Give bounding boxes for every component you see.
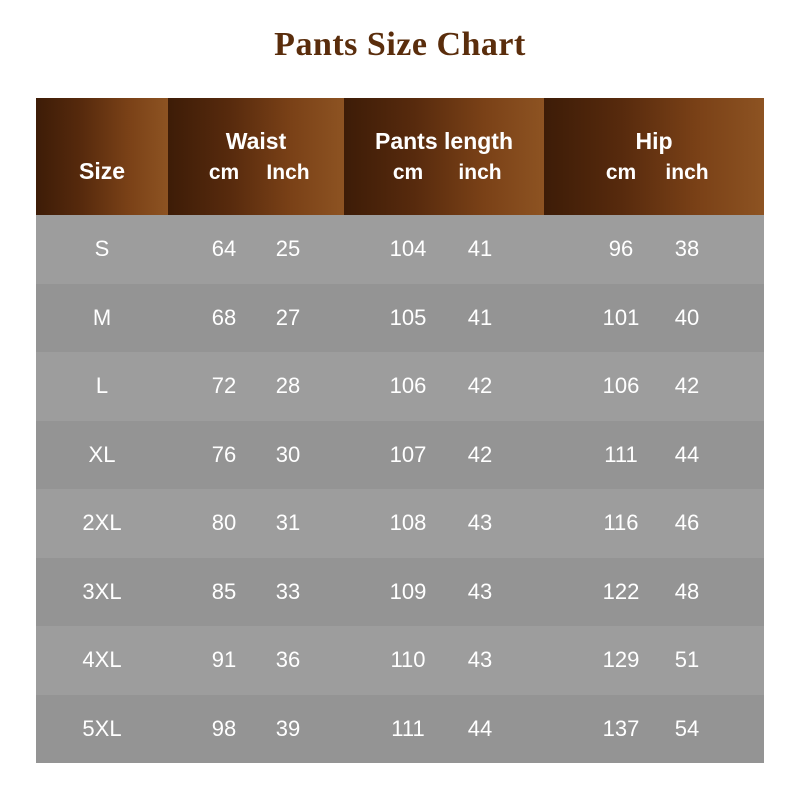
cell-waist: [168, 489, 344, 558]
cell-hip-inch: 51: [674, 647, 700, 673]
cell-waist: [168, 626, 344, 695]
header-units-hip: [544, 161, 764, 185]
cell-length-cm: 111: [391, 715, 425, 741]
cell-waist-inch: 30: [275, 441, 301, 467]
header-cell-size: Size: [36, 98, 168, 215]
cell-waist: [168, 284, 344, 353]
header-label-pants-length: Pants length: [374, 128, 513, 154]
table-row: [36, 215, 764, 284]
cell-length-cm: 107: [389, 441, 427, 467]
cell-hip: [544, 695, 764, 764]
cell-hip-pair: [544, 236, 764, 262]
cell-pants-length: [344, 489, 544, 558]
cell-waist-cm: 68: [211, 304, 237, 330]
cell-waist-pair: [168, 236, 344, 262]
cell-hip-pair: [544, 442, 764, 468]
cell-waist: [168, 421, 344, 490]
header-label-hip: Hip: [635, 128, 673, 154]
cell-length-inch: 43: [467, 647, 493, 673]
cell-hip-cm: 96: [608, 236, 634, 262]
cell-waist-pair: [168, 716, 344, 742]
size-chart-table: [36, 98, 764, 763]
cell-size: S: [94, 236, 110, 262]
table-row: [36, 421, 764, 490]
cell-size: M: [92, 304, 112, 330]
cell-pants-length-pair: [344, 236, 544, 262]
cell-length-cm: 105: [389, 304, 427, 330]
cell-waist-cm: 76: [211, 441, 237, 467]
table-row: [36, 626, 764, 695]
cell-pants-length: [344, 352, 544, 421]
header-unit-hip-cm: cm: [605, 161, 637, 184]
header-units-waist: [168, 161, 344, 185]
cell-hip: [544, 352, 764, 421]
cell-hip-pair: [544, 510, 764, 536]
cell-pants-length-pair: [344, 647, 544, 673]
cell-waist-cm: 85: [211, 578, 237, 604]
table-row: [36, 695, 764, 764]
cell-pants-length-pair: [344, 373, 544, 399]
header-units-pants-length: [344, 161, 544, 185]
cell-hip-cm: 111: [604, 441, 638, 467]
table-header-row: [36, 98, 764, 215]
cell-waist-pair: [168, 510, 344, 536]
cell-waist-pair: [168, 373, 344, 399]
cell-size: 3XL: [82, 578, 122, 604]
cell-length-inch: 41: [467, 236, 493, 262]
cell-pants-length: [344, 695, 544, 764]
cell-length-inch: 43: [467, 510, 493, 536]
cell-size: 4XL: [82, 647, 122, 673]
table-body: [36, 215, 764, 763]
cell-length-inch: 43: [467, 578, 493, 604]
cell-hip-inch: 46: [674, 510, 700, 536]
page-title: Pants Size Chart: [274, 26, 526, 63]
cell-hip-inch: 42: [674, 373, 700, 399]
cell-hip-inch: 48: [674, 578, 700, 604]
cell-length-cm: 108: [389, 510, 427, 536]
cell-size: 5XL: [82, 715, 122, 741]
cell-hip-pair: [544, 579, 764, 605]
cell-waist-pair: [168, 305, 344, 331]
cell-pants-length-pair: [344, 579, 544, 605]
cell-pants-length-pair: [344, 305, 544, 331]
cell-waist-pair: [168, 579, 344, 605]
cell-waist: [168, 558, 344, 627]
cell-length-inch: 44: [467, 715, 493, 741]
cell-pants-length: [344, 558, 544, 627]
cell-waist-cm: 72: [211, 373, 237, 399]
cell-pants-length: [344, 284, 544, 353]
cell-length-cm: 106: [389, 373, 427, 399]
table-row: [36, 284, 764, 353]
cell-hip: [544, 558, 764, 627]
cell-hip-pair: [544, 373, 764, 399]
cell-waist-inch: 33: [275, 578, 301, 604]
cell-waist-inch: 39: [275, 715, 301, 741]
cell-pants-length: [344, 421, 544, 490]
cell-hip: [544, 489, 764, 558]
cell-pants-length-pair: [344, 442, 544, 468]
cell-length-inch: 41: [467, 304, 493, 330]
header-unit-length-inch: inch: [458, 161, 502, 184]
cell-hip-inch: 44: [674, 441, 700, 467]
cell-size: L: [95, 373, 109, 399]
cell-hip: [544, 421, 764, 490]
cell-hip: [544, 626, 764, 695]
header-unit-waist-inch: Inch: [266, 161, 310, 184]
cell-hip-pair: [544, 647, 764, 673]
cell-waist-pair: [168, 442, 344, 468]
cell-hip-pair: [544, 716, 764, 742]
cell-waist-cm: 91: [211, 647, 237, 673]
cell-length-cm: 104: [389, 236, 427, 262]
header-cell-pants-length: [344, 98, 544, 215]
size-chart-table-container: [36, 98, 764, 763]
header-unit-waist-cm: cm: [208, 161, 240, 184]
cell-size: XL: [88, 441, 116, 467]
header-unit-length-cm: cm: [392, 161, 424, 184]
cell-hip-inch: 40: [674, 304, 700, 330]
cell-waist: [168, 215, 344, 284]
cell-waist-inch: 31: [275, 510, 301, 536]
cell-hip: [544, 215, 764, 284]
cell-length-inch: 42: [467, 441, 493, 467]
cell-waist-inch: 27: [275, 304, 301, 330]
cell-hip-inch: 38: [674, 236, 700, 262]
cell-pants-length: [344, 215, 544, 284]
cell-length-cm: 109: [389, 578, 427, 604]
cell-waist-cm: 98: [211, 715, 237, 741]
cell-hip-cm: 116: [603, 510, 639, 536]
cell-waist: [168, 352, 344, 421]
cell-length-inch: 42: [467, 373, 493, 399]
cell-hip: [544, 284, 764, 353]
cell-waist-cm: 64: [211, 236, 237, 262]
cell-size: 2XL: [82, 510, 122, 536]
cell-pants-length-pair: [344, 510, 544, 536]
cell-hip-cm: 101: [602, 304, 640, 330]
header-cell-hip: [544, 98, 764, 215]
cell-waist-inch: 36: [275, 647, 301, 673]
cell-waist-cm: 80: [211, 510, 237, 536]
cell-pants-length-pair: [344, 716, 544, 742]
cell-hip-inch: 54: [674, 715, 700, 741]
cell-length-cm: 110: [390, 647, 426, 673]
table-row: [36, 489, 764, 558]
cell-hip-pair: [544, 305, 764, 331]
cell-hip-cm: 122: [602, 578, 640, 604]
cell-waist: [168, 695, 344, 764]
cell-waist-pair: [168, 647, 344, 673]
cell-pants-length: [344, 626, 544, 695]
header-cell-waist: [168, 98, 344, 215]
table-header: [36, 98, 764, 215]
header-label-waist: Waist: [225, 128, 287, 154]
header-unit-hip-inch: inch: [665, 161, 709, 184]
table-row: [36, 558, 764, 627]
cell-hip-cm: 137: [602, 715, 640, 741]
cell-hip-cm: 129: [602, 647, 640, 673]
cell-waist-inch: 25: [275, 236, 301, 262]
cell-hip-cm: 106: [602, 373, 640, 399]
table-row: [36, 352, 764, 421]
cell-waist-inch: 28: [275, 373, 301, 399]
